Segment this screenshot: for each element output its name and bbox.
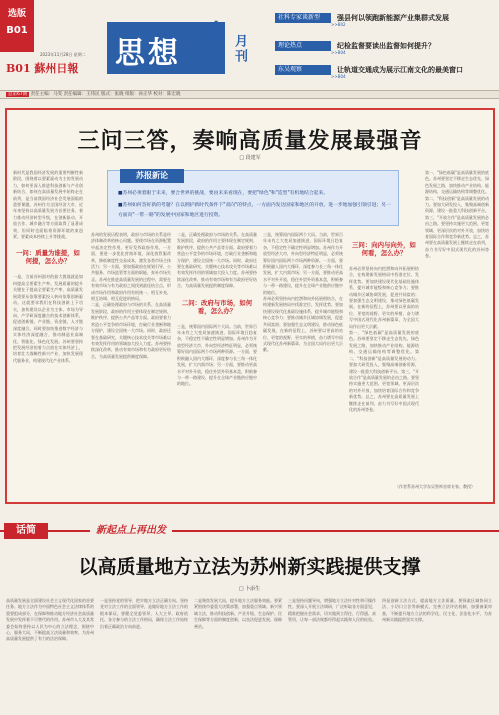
paragraph: 苏州必须坚持向内挖潜和向外拓展相结合，在构建新发展格局中找准定位、发挥优势。要加快建设现代化基础设施体系，提升城市能级和核心竞争力；要推动城乡区域协调发展，促进共同富裕；要加强生态文明建设，推动绿色低碳发展。在新的征程上，苏州要以更高的站位、更宽的视野、更实的举措，奋力谱写中国式现代化苏州新篇章，为全国大局作出更大贡献。 — [349, 266, 419, 329]
article-column — [100, 598, 188, 713]
paragraph: 第一，"绿色低碳"是高质量发展的底色。苏州要坚定不移走生态优先、绿色发展之路，加快推动产业结构、能源结构、交通运输结构等调整优化。第二，"科技创新"是高质量发展的动力。要加大研发投入，集聚高端创新资源，建设一批重大科技创新平台。第三，"开放合作"是高质量发展的必由之路。要坚持实施更大范围、更宽领域、更深层次的对外开放，加快培育国际合作和竞争新优势。总之，苏州要在高质量发展上继续走在前列，奋力书写好中国式现代化的苏州答卷。 — [425, 170, 489, 259]
article-headline: 三问三答，奏响高质量发展最强音 — [77, 128, 423, 154]
editor-credits: 责任主编：马雯 责任编辑：王伟民 版式：张晓 组版：孙正华 校对：陈宏晓 — [30, 92, 181, 97]
paragraph: 二是，正确处理政府与市场的关系。在高质量发展阶段，政府的作用主要体现在制定规则、维护秩序、提供公共产品等方面。政府要着力营造公平竞争的市场环境，打破行业垄断和地方保护，建设全国统一大市场。同时，政府还要在基础研究、关键核心技术攻关等市场难以有效发挥作用的领域加大投入力度。苏州要持续深化改革，推动有效市场和有为政府更好结合，为高质量发展提供制度保障。 — [177, 232, 257, 289]
article-column — [425, 170, 489, 470]
article-column — [349, 232, 419, 500]
section-subhead: 三问：向内与向外，如何看，怎么办？ — [352, 241, 416, 257]
section-banner — [107, 14, 227, 74]
summary-line: ■苏州如何答好新的考题？在以拥护新时代条件下"双向"的特点，一方面内发达国家和地区的开放，进一步地加强引领引进；另一 — [118, 203, 391, 208]
article-headline[interactable]: 以高质量地方立法为苏州新实践提供支撑 — [78, 556, 421, 578]
summary-line: 方面向"一带一路"的发展中国家和地区进行投资。 — [118, 213, 224, 218]
article-byline: □ 卜添生 — [238, 586, 261, 592]
newspaper-masthead: B01 蘇州日報 — [6, 62, 79, 75]
paragraph: 一是，当前苏州面对的最大挑战就是如何提高全要素生产率。发展质量的提升关键在于提高全要素生产率，高质量发展需要从依靠要素投入转向依靠创新驱动。这就要求我们在科技创新上下功夫，加快建设以企业为主体、市场为导向、产学研深度融合的技术创新体系，促进创新链、产业链、资金链、人才链深度融合。同时要加快推进数字经济与实体经济深度融合，推动制造业高端化、智能化、绿色化发展。苏州要坚持把发展经济的着力点放在实体经济上，培育壮大战略性新兴产业，加快发展现代服务业，构建现代化产业体系。 — [13, 274, 83, 363]
paragraph: 二是聚焦发展大局，提升地方立法服务效能。要紧紧围绕市委重大决策部署，加强重点领域、新兴领域立法，推动科技创新、产业升级、生态保护、民生保障等方面的制度创新，以良法促进发展、保障善治。 — [194, 598, 282, 629]
article-column — [288, 598, 376, 713]
paragraph: 高质量发展是全面建设社会主义现代化国家的首要任务。地方立法作为中国特色社会主义法律体系的重要组成部分，在保障和推动地方经济社会高质量发展中发挥着不可替代的作用。苏州市人大及其常委会始终坚持以人民为中心的立法理念，围绕中心、服务大局，不断提高立法质量和效率，为苏州高质量发展提供了有力的法治保障。 — [6, 598, 94, 642]
article-column — [13, 170, 83, 500]
teaser-page[interactable]: >>B04 — [331, 74, 346, 79]
paragraph: 第一，"绿色低碳"是高质量发展的底色。苏州要坚定不移走生态优先、绿色发展之路，加快推动产业结构、能源结构、交通运输结构等调整优化。第二，"科技创新"是高质量发展的动力。要加大研发投入，集聚高端创新资源，建设一批重大科技创新平台。第三，"开放合作"是高质量发展的必由之路。要坚持实施更大范围、更宽领域、更深层次的对外开放，加快培育国际合作和竞争新优势。总之，苏州要在高质量发展上继续走在前列，奋力书写好中国式现代化的苏州答卷。 — [349, 330, 419, 412]
summary-line: ■苏州必须着眼于未来，要合世界的挑战，要由未来看现在，要把"绿色"和"造型"有机地结合起来。 — [118, 191, 329, 196]
edition-number: B01 — [6, 25, 28, 36]
paragraph: 二是，正确处理政府与市场的关系。在高质量发展阶段，政府的作用主要体现在制定规则、维护秩序、提供公共产品等方面。政府要着力营造公平竞争的市场环境，打破行业垄断和地方保护，建设全国统一大市场。同时，政府还要在基础研究、关键核心技术攻关等市场难以有效发挥作用的领域加大投入力度。苏州要持续深化改革，推动有效市场和有为政府更好结合，为高质量发展提供制度保障。 — [91, 302, 171, 359]
section-subhead: 二问：改府与市场，如何看，怎么办？ — [181, 298, 253, 315]
teaser-item[interactable] — [275, 62, 499, 79]
article-column — [91, 232, 171, 500]
section-subtitle: 月刊 — [232, 34, 247, 64]
dateline: 2023年11月28日 星期二 — [40, 52, 86, 57]
author-note: （作者系苏州大学东吴智库首席专家、教授） — [395, 484, 475, 489]
article-column — [177, 232, 257, 500]
teaser-label: 社科专家谈新型 — [275, 13, 331, 23]
editor-bar — [0, 90, 499, 99]
edition-badge[interactable] — [0, 0, 34, 52]
divider — [0, 530, 499, 532]
paragraph: 三是坚持问题导向，增强地方立法针对性和可操作性。要深入开展立法调研，广泛听取各方面意见，精准把握社会需求，切实做到立得住、行得通、真管用，让每一部法规都经得起实践和人民的检验。 — [288, 598, 376, 623]
paragraph: 苏州必须坚持向内挖潜和向外拓展相结合，在构建新发展格局中找准定位、发挥优势。要加快建设现代化基础设施体系，提升城市能级和核心竞争力；要推动城乡区域协调发展，促进共同富裕；要加强生态文明建设，推动绿色低碳发展。在新的征程上，苏州要以更高的站位、更宽的视野、更实的举措，奋力谱写中国式现代化苏州新篇章，为全国大局作出更大贡献。 — [263, 296, 343, 353]
column-tag: 话简 — [4, 523, 48, 539]
edition-label: 选版 — [7, 9, 26, 19]
paragraph: 三是，统筹国内国际两个大局。当前，世界百年未有之大变局加速演进，国际环境日趋复杂，不稳定性不确定性明显增加。苏州作为开放型经济大市，外向型经济特征明显，必须统筹好国内国际两个市场两种资源。一方面，要积极融入国内大循环，深度参与长三角一体化发展，扩大内需市场；另一方面，要推动更高水平对外开放，稳住外贸外资基本盘，积极参与一带一路建设，提升在全球产业链供应链中的地位。 — [177, 323, 257, 387]
paragraph: 一是坚持党的领导，把牢地方立法正确方向。坚持党对立法工作的全面领导，是做好地方立法工作的根本保证。要健全党委领导、人大主导、政府依托、各方参与的立法工作格局，确保立法工作始终沿着正确政治方向前进。 — [100, 598, 188, 629]
section-subhead: 一问：质量为谁提，如何提，怎么办？ — [16, 249, 80, 266]
teaser-title[interactable]: 强县何以领跑新能源产业集群式发展 — [337, 14, 449, 22]
column-kicker: 新起点上再出发 — [90, 521, 172, 536]
section-title: 思想 — [115, 36, 181, 71]
teaser-page[interactable]: >>B04 — [331, 50, 346, 55]
paragraph: 四是创新立法方式，提高地方立法质量。要探索区域协同立法、小切口立法等新模式，完善立法评估机制，加强备案审查，不断提升地方立法的科学化、民主化、法治化水平，为苏州新实践提供坚实支撑。 — [382, 598, 492, 623]
main-article[interactable] — [5, 108, 495, 504]
teaser-label: 东吴观察 — [275, 65, 331, 75]
teaser-item[interactable] — [275, 10, 499, 27]
paragraph: 三是，统筹国内国际两个大局。当前，世界百年未有之大变局加速演进，国际环境日趋复杂，不稳定性不确定性明显增加。苏州作为开放型经济大市，外向型经济特征明显，必须统筹好国内国际两个市场两种资源。一方面，要积极融入国内大循环，深度参与长三角一体化发展，扩大内需市场；另一方面，要推动更高水平对外开放，稳住外贸外资基本盘，积极参与一带一路建设，提升在全球产业链供应链中的地位。 — [263, 232, 343, 295]
teaser-title[interactable]: 让轨道交通成为展示江南文化的最美窗口 — [337, 66, 463, 74]
summary-label: 苏报新论 — [120, 169, 184, 183]
plus-icon: + — [205, 14, 227, 44]
teaser-label: 理论热点 — [275, 41, 331, 51]
article-byline: □ 段建军 — [239, 155, 261, 161]
article-column — [6, 598, 94, 713]
paragraph: 新时代是我国经济发展的重要判断性新阶段，围绕着以要素驱动为主的发展动力，如何更深入推进科技创新与产业创新结合，如何在高质量发展中始终走在前列，是当前我国经济社会发展面临的重要课题。苏州作为全国经济大市，近年来坚持以高质量发展为首要任务，着力推动经济转型升级，在创新驱动、开放合作、城乡融合等方面取得了显著成效，但同时也面临着资源环境约束趋紧、要素成本持续上升等挑战。 — [13, 170, 83, 240]
article-column — [194, 598, 282, 713]
article-column — [382, 598, 492, 713]
teaser-title[interactable]: 纪检监督要读出监督如何提升？ — [337, 42, 435, 50]
issue-tag: 总第67期 — [8, 92, 28, 97]
summary-box — [107, 170, 399, 226]
teaser-item[interactable] — [275, 38, 499, 55]
column-bar — [0, 519, 499, 543]
teaser-page[interactable]: >>B02 — [331, 22, 346, 27]
article-column — [263, 232, 343, 500]
paragraph: 苏州的发展历程表明，政府与市场的关系是经济体制改革的核心问题。要使市场在资源配置中起决定性作用，更好发挥政府作用。一方面，要进一步优化营商环境，深化放管服改革，降低制度性交易成本，激发各类市场主体活力；另一方面，要加强政府在规划引导、公共服务、市场监管等方面的职能，弥补市场失灵。苏州在推进高质量发展的过程中，需要在有效市场与有为政府之间找到最佳结合点，形成市场作用和政府作用有机统一、相互补充、相互协调、相互促进的格局。 — [91, 232, 171, 302]
